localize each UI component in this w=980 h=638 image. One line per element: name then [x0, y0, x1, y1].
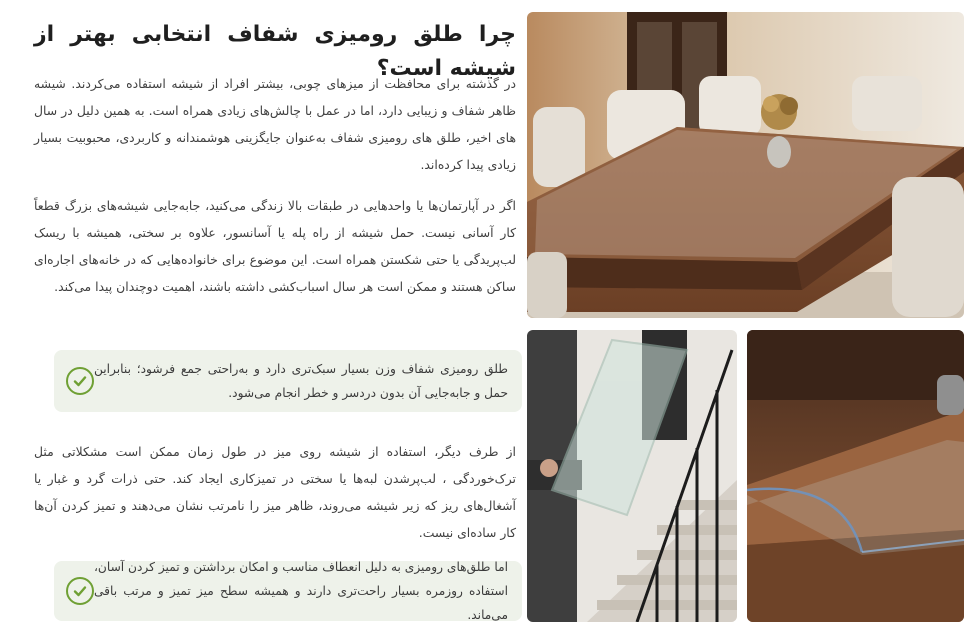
table-cover-closeup-photo: [747, 330, 964, 622]
paragraph-apartment: اگر در آپارتمان‌ها یا واحدهایی در طبقات بالا زندگی می‌کنید، جابه‌جایی شیشه‌های بزرگ قطعاً کار آسانی نیست. حمل شیشه از راه پله یا آسانسور، علاوه بر سختی، همیشه با ریسک لب‌پریدگی یا حتی شکستن همراه است. این موضوع برای خانواده‌هایی که در خانه‌های اجاره‌ای ساکن هستند و ممکن است هر سال اسباب‌کشی داشته باشند، اهمیت دوچندان پیدا می‌کند.: [34, 198, 516, 294]
note-easy-clean: [54, 561, 522, 621]
paragraph-cleaning: از طرف دیگر، استفاده از شیشه روی میز در طول زمان ممکن است مشکلاتی مثل ترک‌خوردگی ، لب‌پرشدن لبه‌ها یا سختی در تمیزکاری ایجاد کند. حتی ذرات گرد و غبار یا آشغال‌های ریز که زیر شیشه می‌روند، ظاهر میز را نامرتب نشان می‌دهند و تمیز کردن آن‌ها کار ساده‌ای نیست.: [34, 444, 516, 540]
note-text: طلق رومیزی شفاف وزن بسیار سبک‌تری دارد و به‌راحتی جمع فرشود؛ بنابراین حمل و جابه‌جایی آن بدون دردسر و خطر انجام می‌شود.: [94, 362, 508, 400]
paragraph-intro: در گذشته برای محافظت از میزهای چوبی، بیشتر افراد از شیشه استفاده می‌کردند. شیشه ظاهر شفاف و زیبایی دارد، اما در عمل با چالش‌های زیادی همراه است. به همین دلیل در سال های اخیر، طلق های رومیزی شفاف به‌عنوان جایگزینی هوشمندانه و کاربردی، محبوبیت بسیار زیادی پیدا کرده‌اند.: [34, 76, 516, 172]
dining-table-photo: [527, 12, 964, 318]
article-text: [34, 0, 516, 638]
check-circle-icon: [66, 367, 94, 395]
note-lightweight: [54, 350, 522, 412]
article-heading: چرا طلق رومیزی شفاف انتخابی بهتر از شیشه است؟: [34, 22, 516, 81]
note-text: اما طلق‌های رومیزی به دلیل انعطاف مناسب و امکان برداشتن و تمیز کردن آسان، استفاده روزمره بسیار راحت‌تری دارند و همیشه سطح میز تمیز و مرتب باقی می‌ماند.: [93, 560, 508, 622]
check-circle-icon: [66, 577, 94, 605]
glass-carrying-stairs-photo: [527, 330, 737, 622]
